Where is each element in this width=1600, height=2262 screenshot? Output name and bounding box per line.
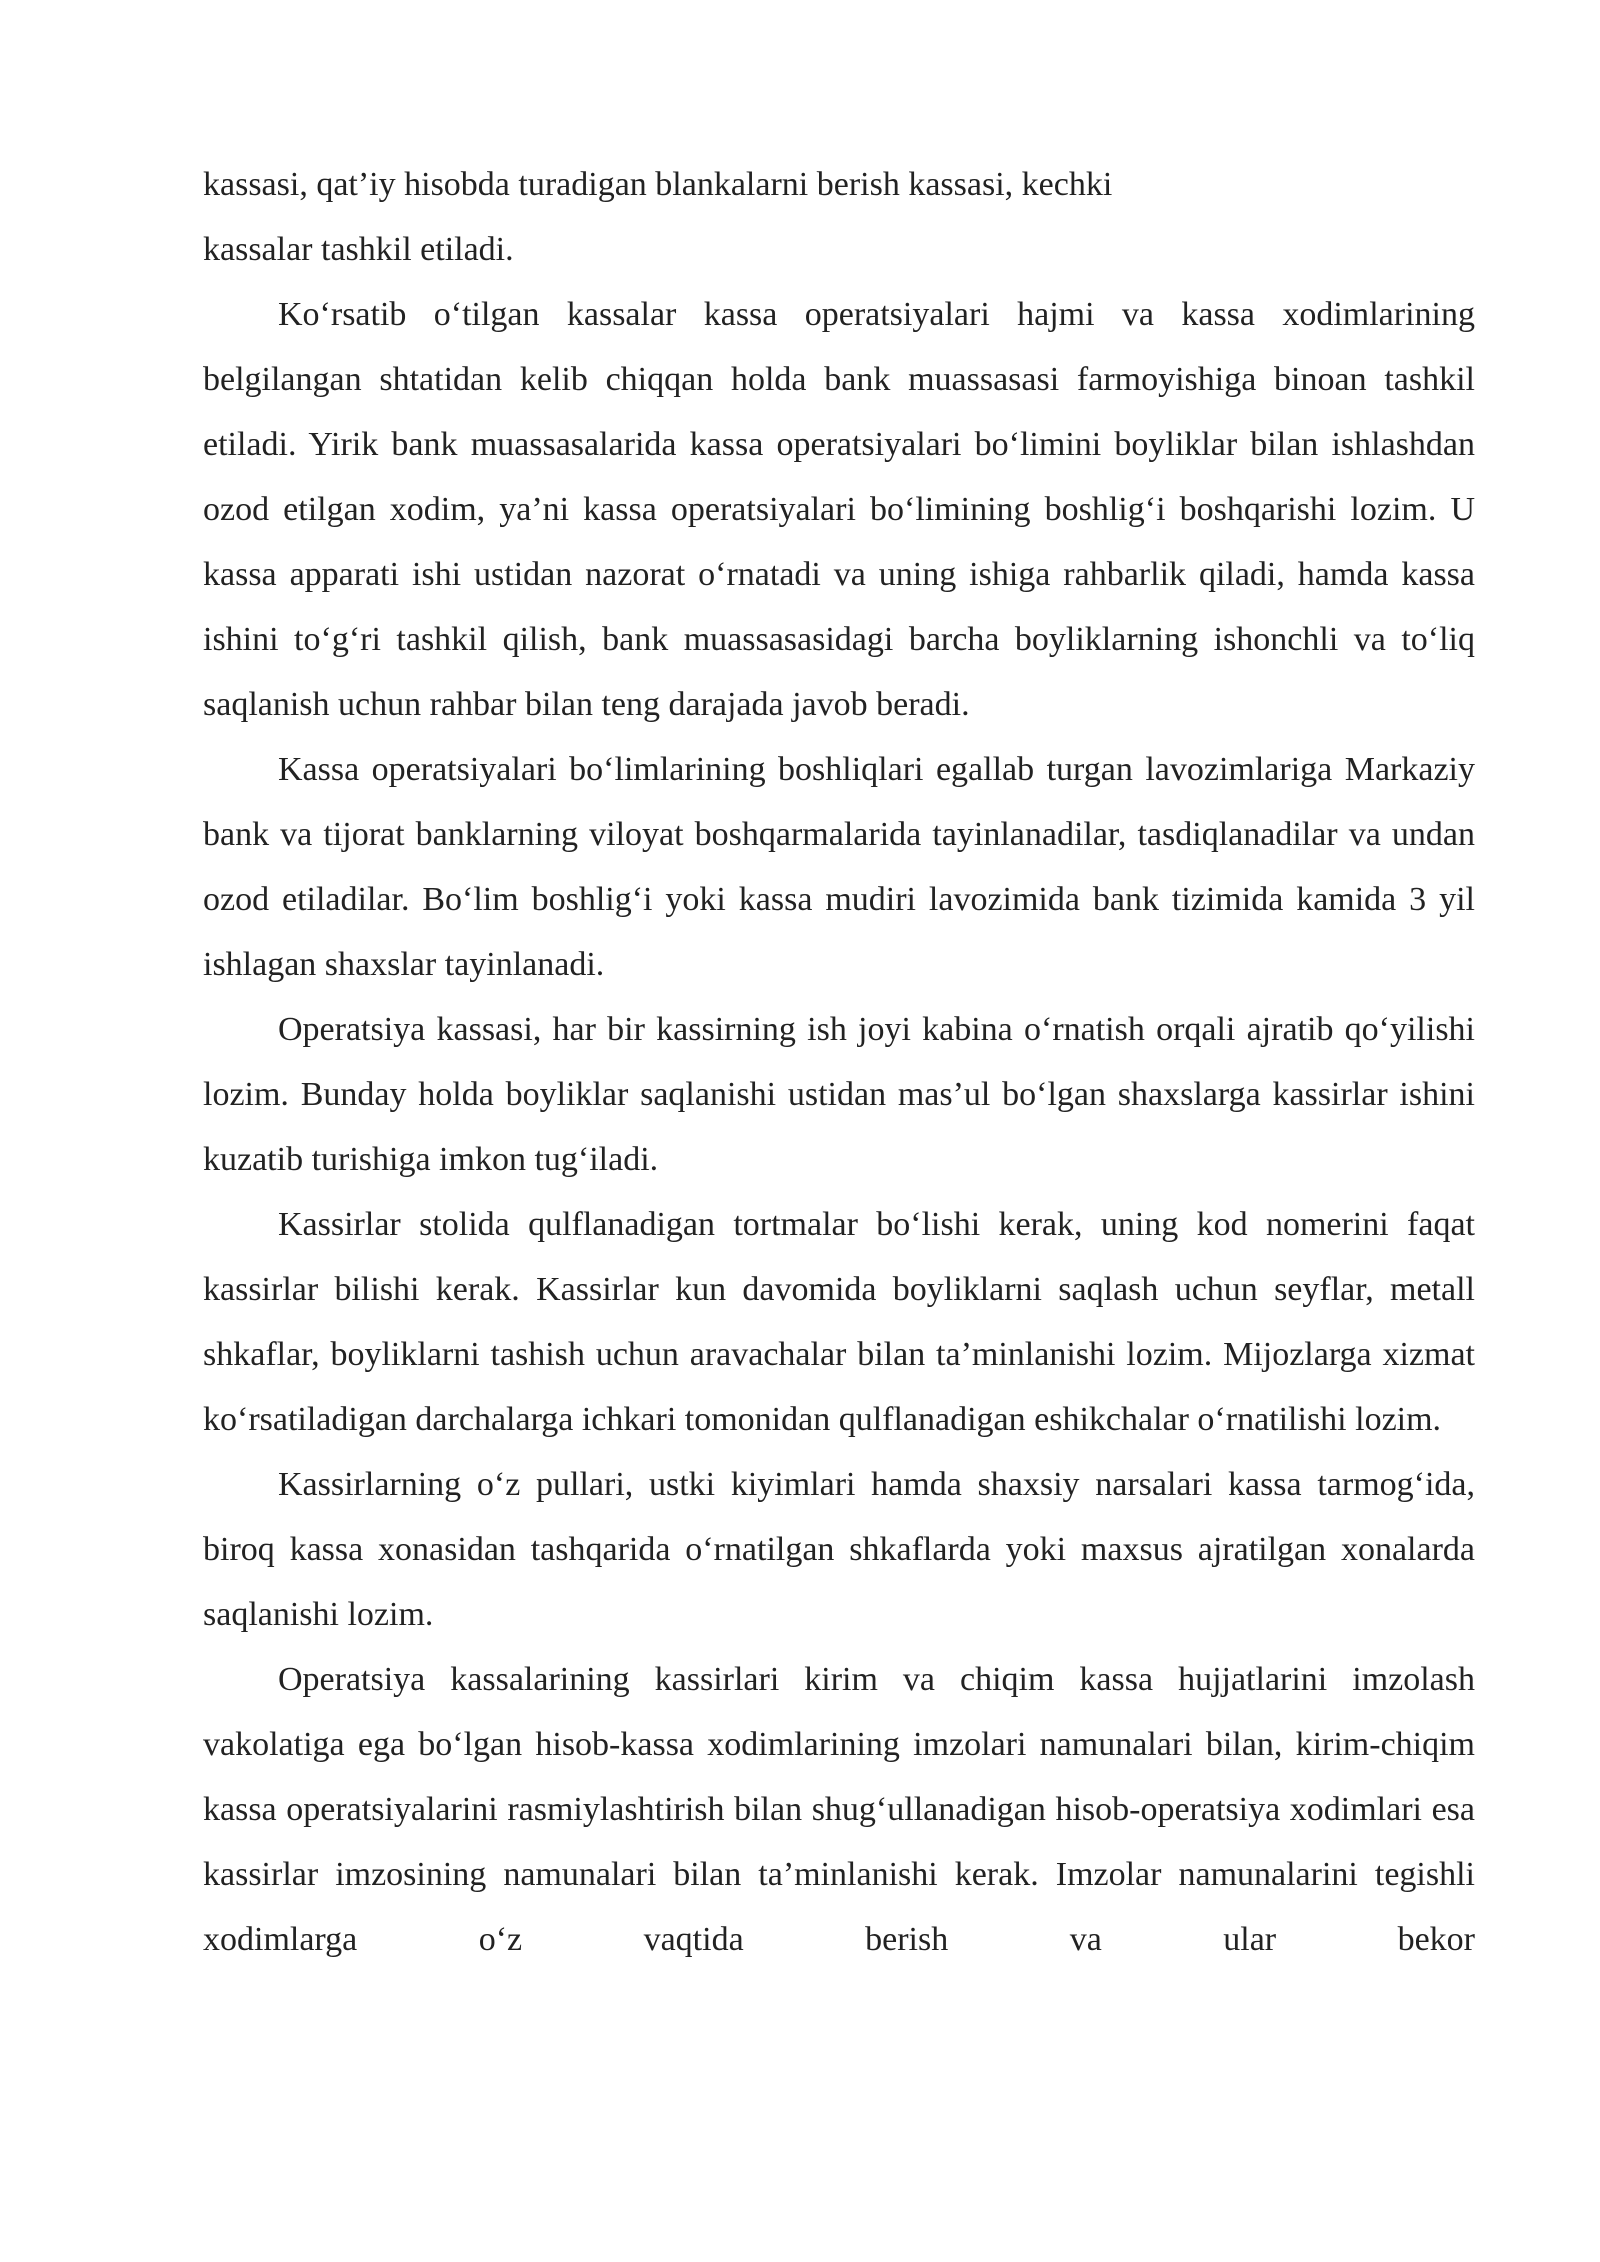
paragraph-8: Operatsiya kassalarining kassirlari kirim va chiqim kassa hujjatlarini imzolash vakolatiga ega bo‘lgan hisob-kassa xodimlarining imzolari namunalari bilan, kirim-chiqim kassa operatsiyalarini rasmiylashtirish bilan shug‘ullanadigan hisob-operatsiya xodimlari esa kassirlar imzosining namunalari bilan ta’minlanishi kerak. Imzolar namunalarini tegishli xodimlarga o‘z vaqtida berish va ular bekor [203, 1661, 1475, 1958]
paragraph-2: kassalar tashkil etiladi. [203, 231, 514, 268]
paragraph-4: Kassa operatsiyalari bo‘limlarining boshliqlari egallab turgan lavozimlariga Markaziy bank va tijorat banklarning viloyat boshqarmalarida tayinlanadilar, tasdiqlanadilar va undan ozod etiladilar. Bo‘lim boshlig‘i yoki kassa mudiri lavozimida bank tizimida kamida 3 yil ishlagan shaxslar tayinlanadi. [203, 751, 1475, 983]
paragraph-6: Kassirlar stolida qulflanadigan tortmalar bo‘lishi kerak, uning kod nomerini faqat kassirlar bilishi kerak. Kassirlar kun davomida boyliklarni saqlash uchun seyflar, metall shkaflar, boyliklarni tashish uchun aravachalar bilan ta’minlanishi lozim. Mijozlarga xizmat ko‘rsatiladigan darchalarga ichkari tomonidan qulflanadigan eshikchalar o‘rnatilishi lozim. [203, 1206, 1475, 1438]
paragraph-3: Ko‘rsatib o‘tilgan kassalar kassa operatsiyalari hajmi va kassa xodimlarining belgilangan shtatidan kelib chiqqan holda bank muassasasi farmoyishiga binoan tashkil etiladi. Yirik bank muassasalarida kassa operatsiyalari bo‘limini boyliklar bilan ishlashdan ozod etilgan xodim, ya’ni kassa operatsiyalari bo‘limining boshlig‘i boshqarishi lozim. U kassa apparati ishi ustidan nazorat o‘rnatadi va uning ishiga rahbarlik qiladi, hamda kassa ishini to‘g‘ri tashkil qilish, bank muassasasidagi barcha boyliklarning ishonchli va to‘liq saqlanish uchun rahbar bilan teng darajada javob beradi. [203, 296, 1475, 723]
paragraph-7: Kassirlarning o‘z pullari, ustki kiyimlari hamda shaxsiy narsalari kassa tarmog‘ida, biroq kassa xonasidan tashqarida o‘rnatilgan shkaflarda yoki maxsus ajratilgan xonalarda saqlanishi lozim. [203, 1466, 1475, 1633]
paragraph-1: kassasi, qat’iy hisobda turadigan blankalarni berish kassasi, kechki [203, 166, 1113, 203]
document-body [203, 152, 1475, 1972]
paragraph-5: Operatsiya kassasi, har bir kassirning ish joyi kabina o‘rnatish orqali ajratib qo‘yilishi lozim. Bunday holda boyliklar saqlanishi ustidan mas’ul bo‘lgan shaxslarga kassirlar ishini kuzatib turishiga imkon tug‘iladi. [203, 1011, 1475, 1178]
